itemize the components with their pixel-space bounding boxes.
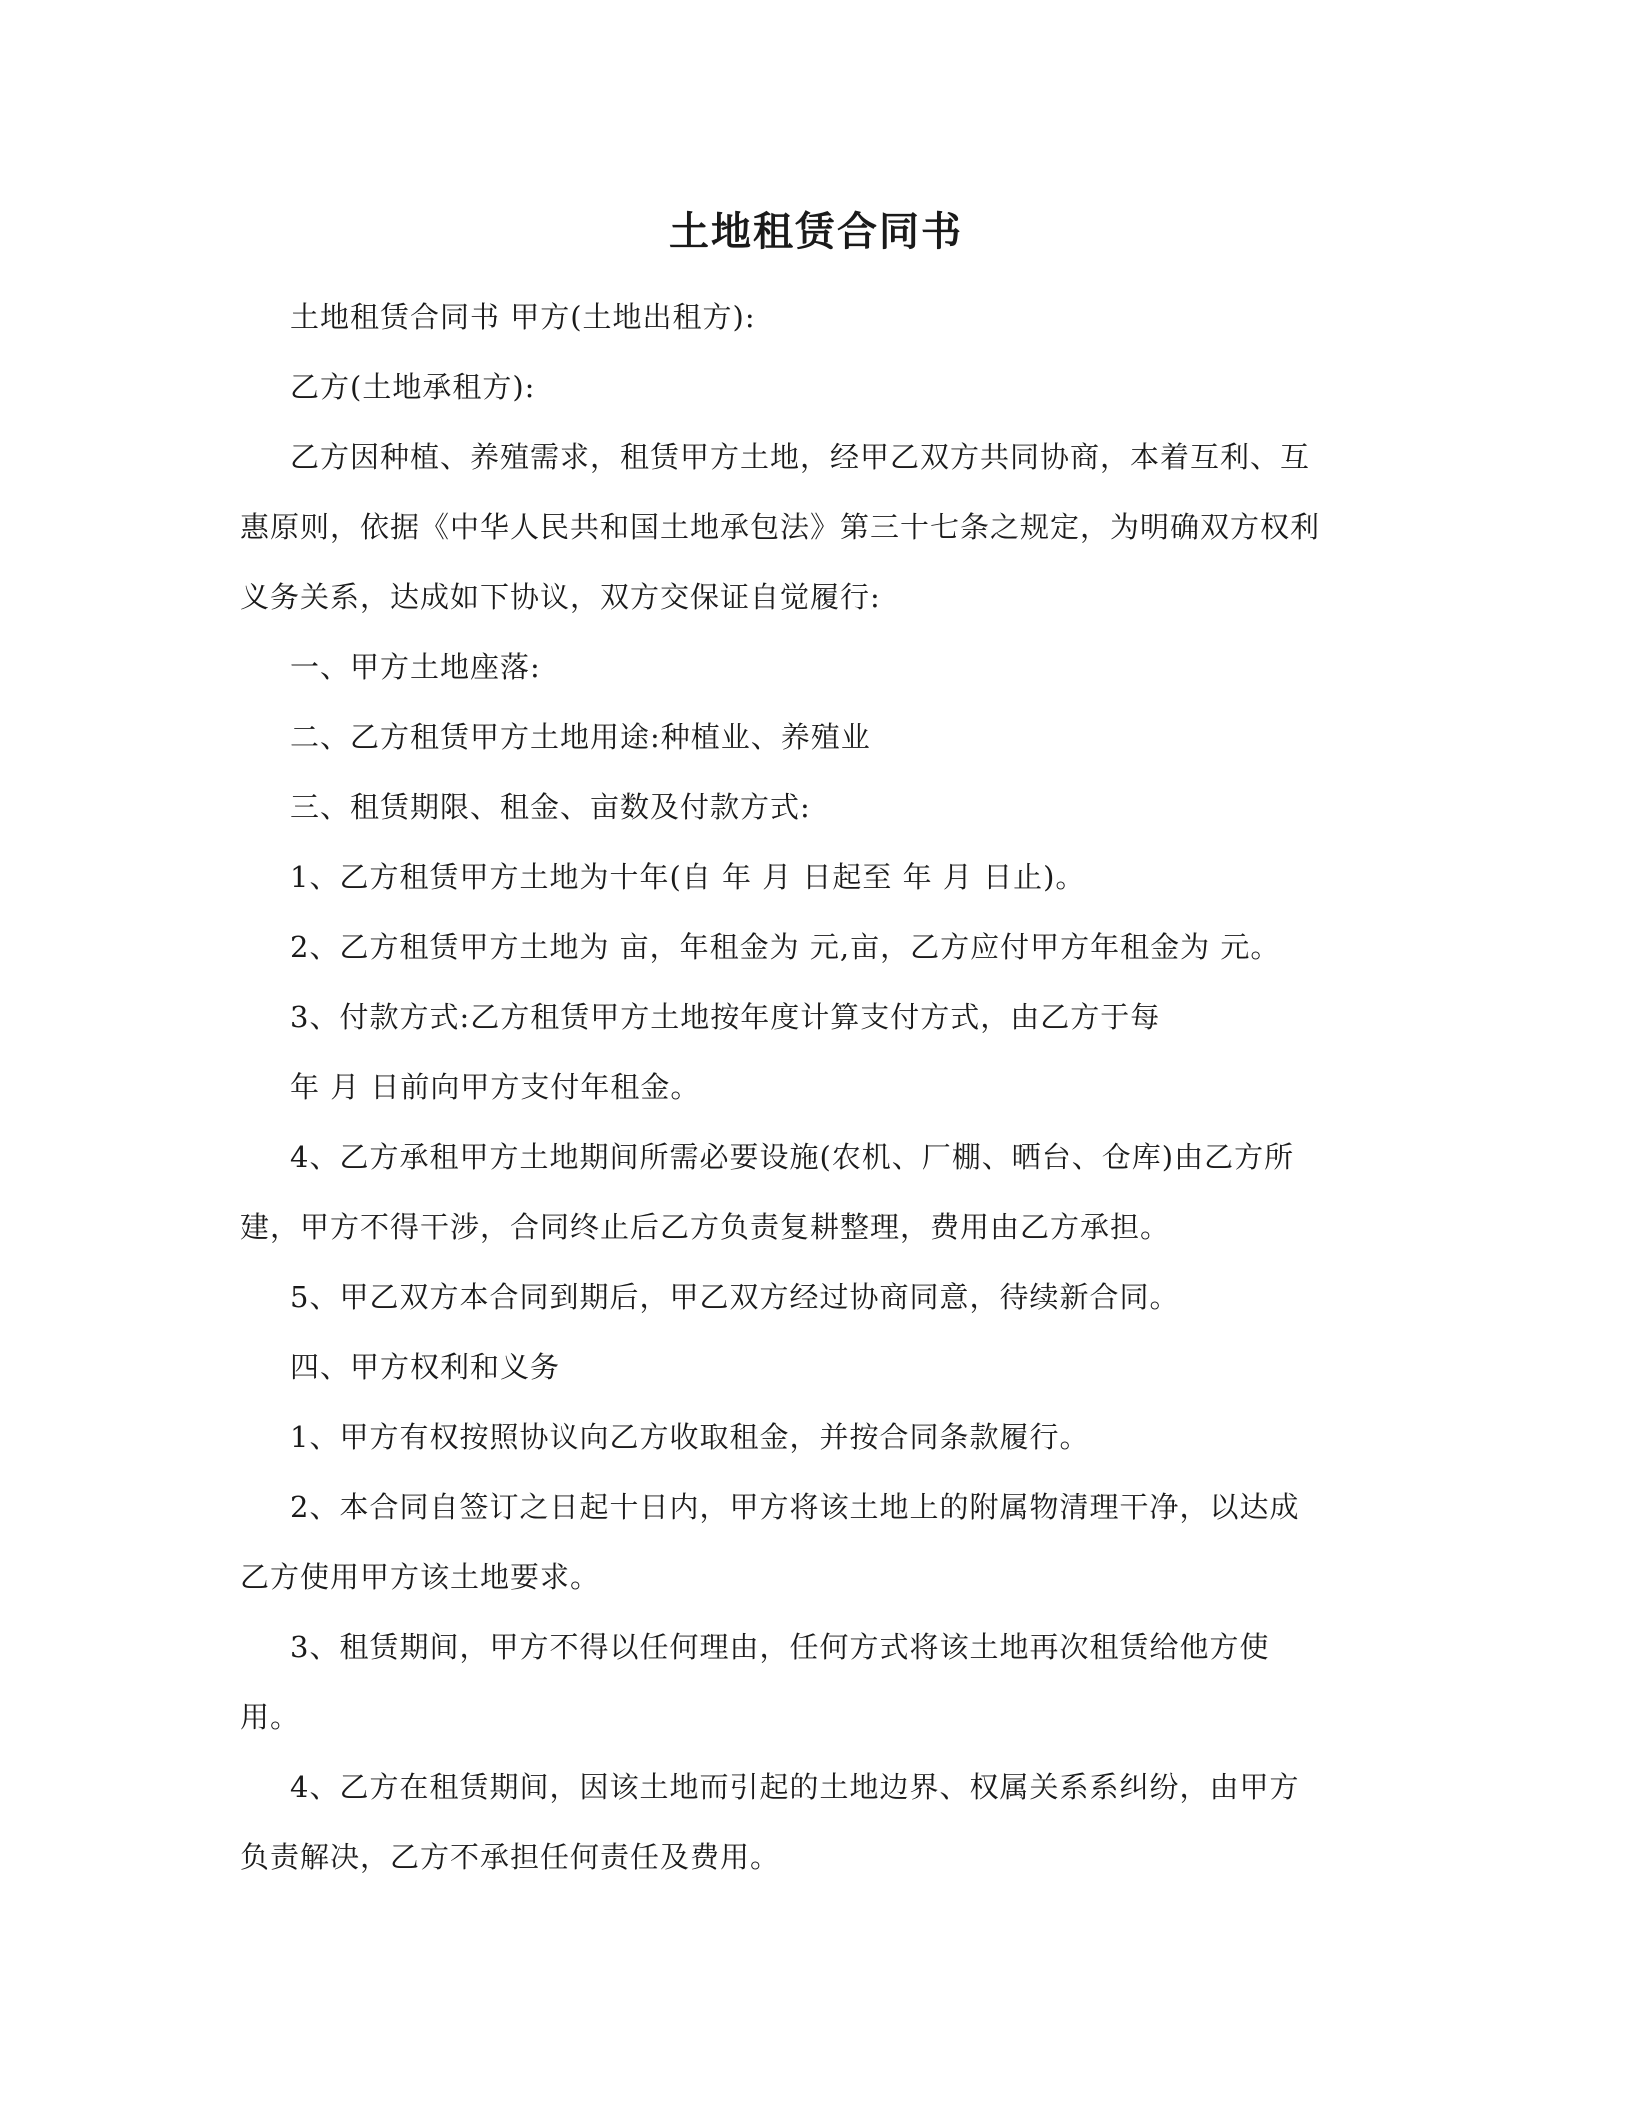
document-line: 四、甲方权利和义务 bbox=[290, 1350, 561, 1384]
document-line: 2、乙方租赁甲方土地为 亩，年租金为 元,亩，乙方应付甲方年租金为 元。 bbox=[290, 930, 1281, 964]
document-line: 3、付款方式:乙方租赁甲方土地按年度计算支付方式，由乙方于每 bbox=[290, 1000, 1161, 1034]
document-line: 惠原则，依据《中华人民共和国土地承包法》第三十七条之规定，为明确双方权利 bbox=[240, 510, 1321, 544]
document-title: 土地租赁合同书 bbox=[669, 208, 963, 255]
document-line: 4、乙方在租赁期间，因该土地而引起的土地边界、权属关系系纠纷，由甲方 bbox=[290, 1770, 1300, 1804]
document-line: 3、租赁期间，甲方不得以任何理由，任何方式将该土地再次租赁给他方使 bbox=[290, 1630, 1270, 1664]
document-line: 三、租赁期限、租金、亩数及付款方式: bbox=[290, 790, 811, 824]
document-line: 一、甲方土地座落: bbox=[290, 650, 541, 684]
document-line: 1、乙方租赁甲方土地为十年(自 年 月 日起至 年 月 日止)。 bbox=[290, 860, 1086, 894]
document-line: 用。 bbox=[240, 1700, 301, 1734]
document-line: 4、乙方承租甲方土地期间所需必要设施(农机、厂棚、晒台、仓库)由乙方所 bbox=[290, 1140, 1295, 1174]
document-line: 建，甲方不得干涉，合同终止后乙方负责复耕整理，费用由乙方承担。 bbox=[240, 1210, 1171, 1244]
document-line: 乙方(土地承租方): bbox=[290, 370, 536, 404]
document-body bbox=[240, 282, 1400, 1892]
document-line: 1、甲方有权按照协议向乙方收取租金，并按合同条款履行。 bbox=[290, 1420, 1090, 1454]
document-line: 负责解决，乙方不承担任何责任及费用。 bbox=[240, 1840, 781, 1874]
document-line: 义务关系，达成如下协议，双方交保证自觉履行: bbox=[240, 580, 881, 614]
document-line: 5、甲乙双方本合同到期后，甲乙双方经过协商同意，待续新合同。 bbox=[290, 1280, 1180, 1314]
document-line: 乙方因种植、养殖需求，租赁甲方土地，经甲乙双方共同协商，本着互利、互 bbox=[290, 440, 1311, 474]
document-line: 年 月 日前向甲方支付年租金。 bbox=[290, 1070, 701, 1104]
document-line: 二、乙方租赁甲方土地用途:种植业、养殖业 bbox=[290, 720, 871, 754]
document-line: 2、本合同自签订之日起十日内，甲方将该土地上的附属物清理干净，以达成 bbox=[290, 1490, 1300, 1524]
document-line: 土地租赁合同书 甲方(土地出租方): bbox=[290, 300, 756, 334]
document-line: 乙方使用甲方该土地要求。 bbox=[240, 1560, 601, 1594]
